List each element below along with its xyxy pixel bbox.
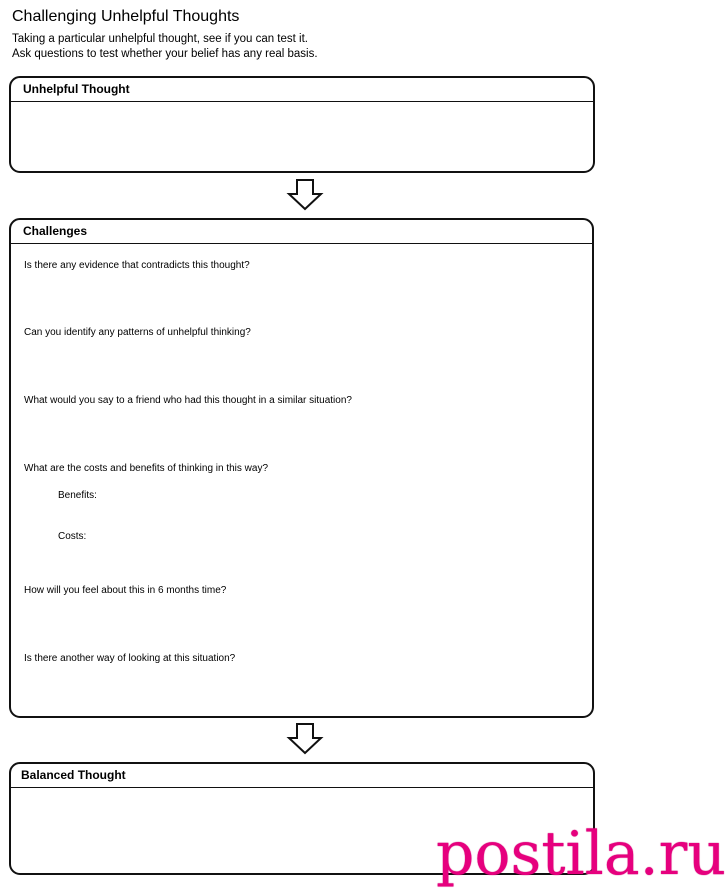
down-arrow-icon bbox=[287, 723, 323, 755]
down-arrow-icon bbox=[287, 179, 323, 211]
unhelpful-thought-box bbox=[9, 76, 595, 173]
page-subtitle bbox=[12, 32, 318, 62]
challenges-box bbox=[9, 218, 594, 718]
question-another-way: Is there another way of looking at this situation? bbox=[24, 653, 236, 664]
subtitle-line-2: Ask questions to test whether your belief has any real basis. bbox=[12, 48, 318, 60]
benefits-label: Benefits: bbox=[58, 490, 97, 501]
question-six-months: How will you feel about this in 6 months time? bbox=[24, 585, 227, 596]
watermark-logo bbox=[436, 818, 726, 890]
balanced-thought-label: Balanced Thought bbox=[11, 764, 593, 788]
question-evidence: Is there any evidence that contradicts this thought? bbox=[24, 260, 250, 271]
challenges-label: Challenges bbox=[11, 220, 592, 244]
watermark-text: postila.ru bbox=[436, 819, 726, 889]
question-patterns: Can you identify any patterns of unhelpful thinking? bbox=[24, 327, 251, 338]
question-costs-benefits: What are the costs and benefits of thinking in this way? bbox=[24, 463, 269, 474]
question-friend: What would you say to a friend who had this thought in a similar situation? bbox=[24, 395, 352, 406]
page-title: Challenging Unhelpful Thoughts bbox=[12, 8, 240, 25]
subtitle-line-1: Taking a particular unhelpful thought, see if you can test it. bbox=[12, 33, 308, 45]
costs-label: Costs: bbox=[58, 531, 87, 542]
unhelpful-thought-label: Unhelpful Thought bbox=[11, 78, 593, 102]
